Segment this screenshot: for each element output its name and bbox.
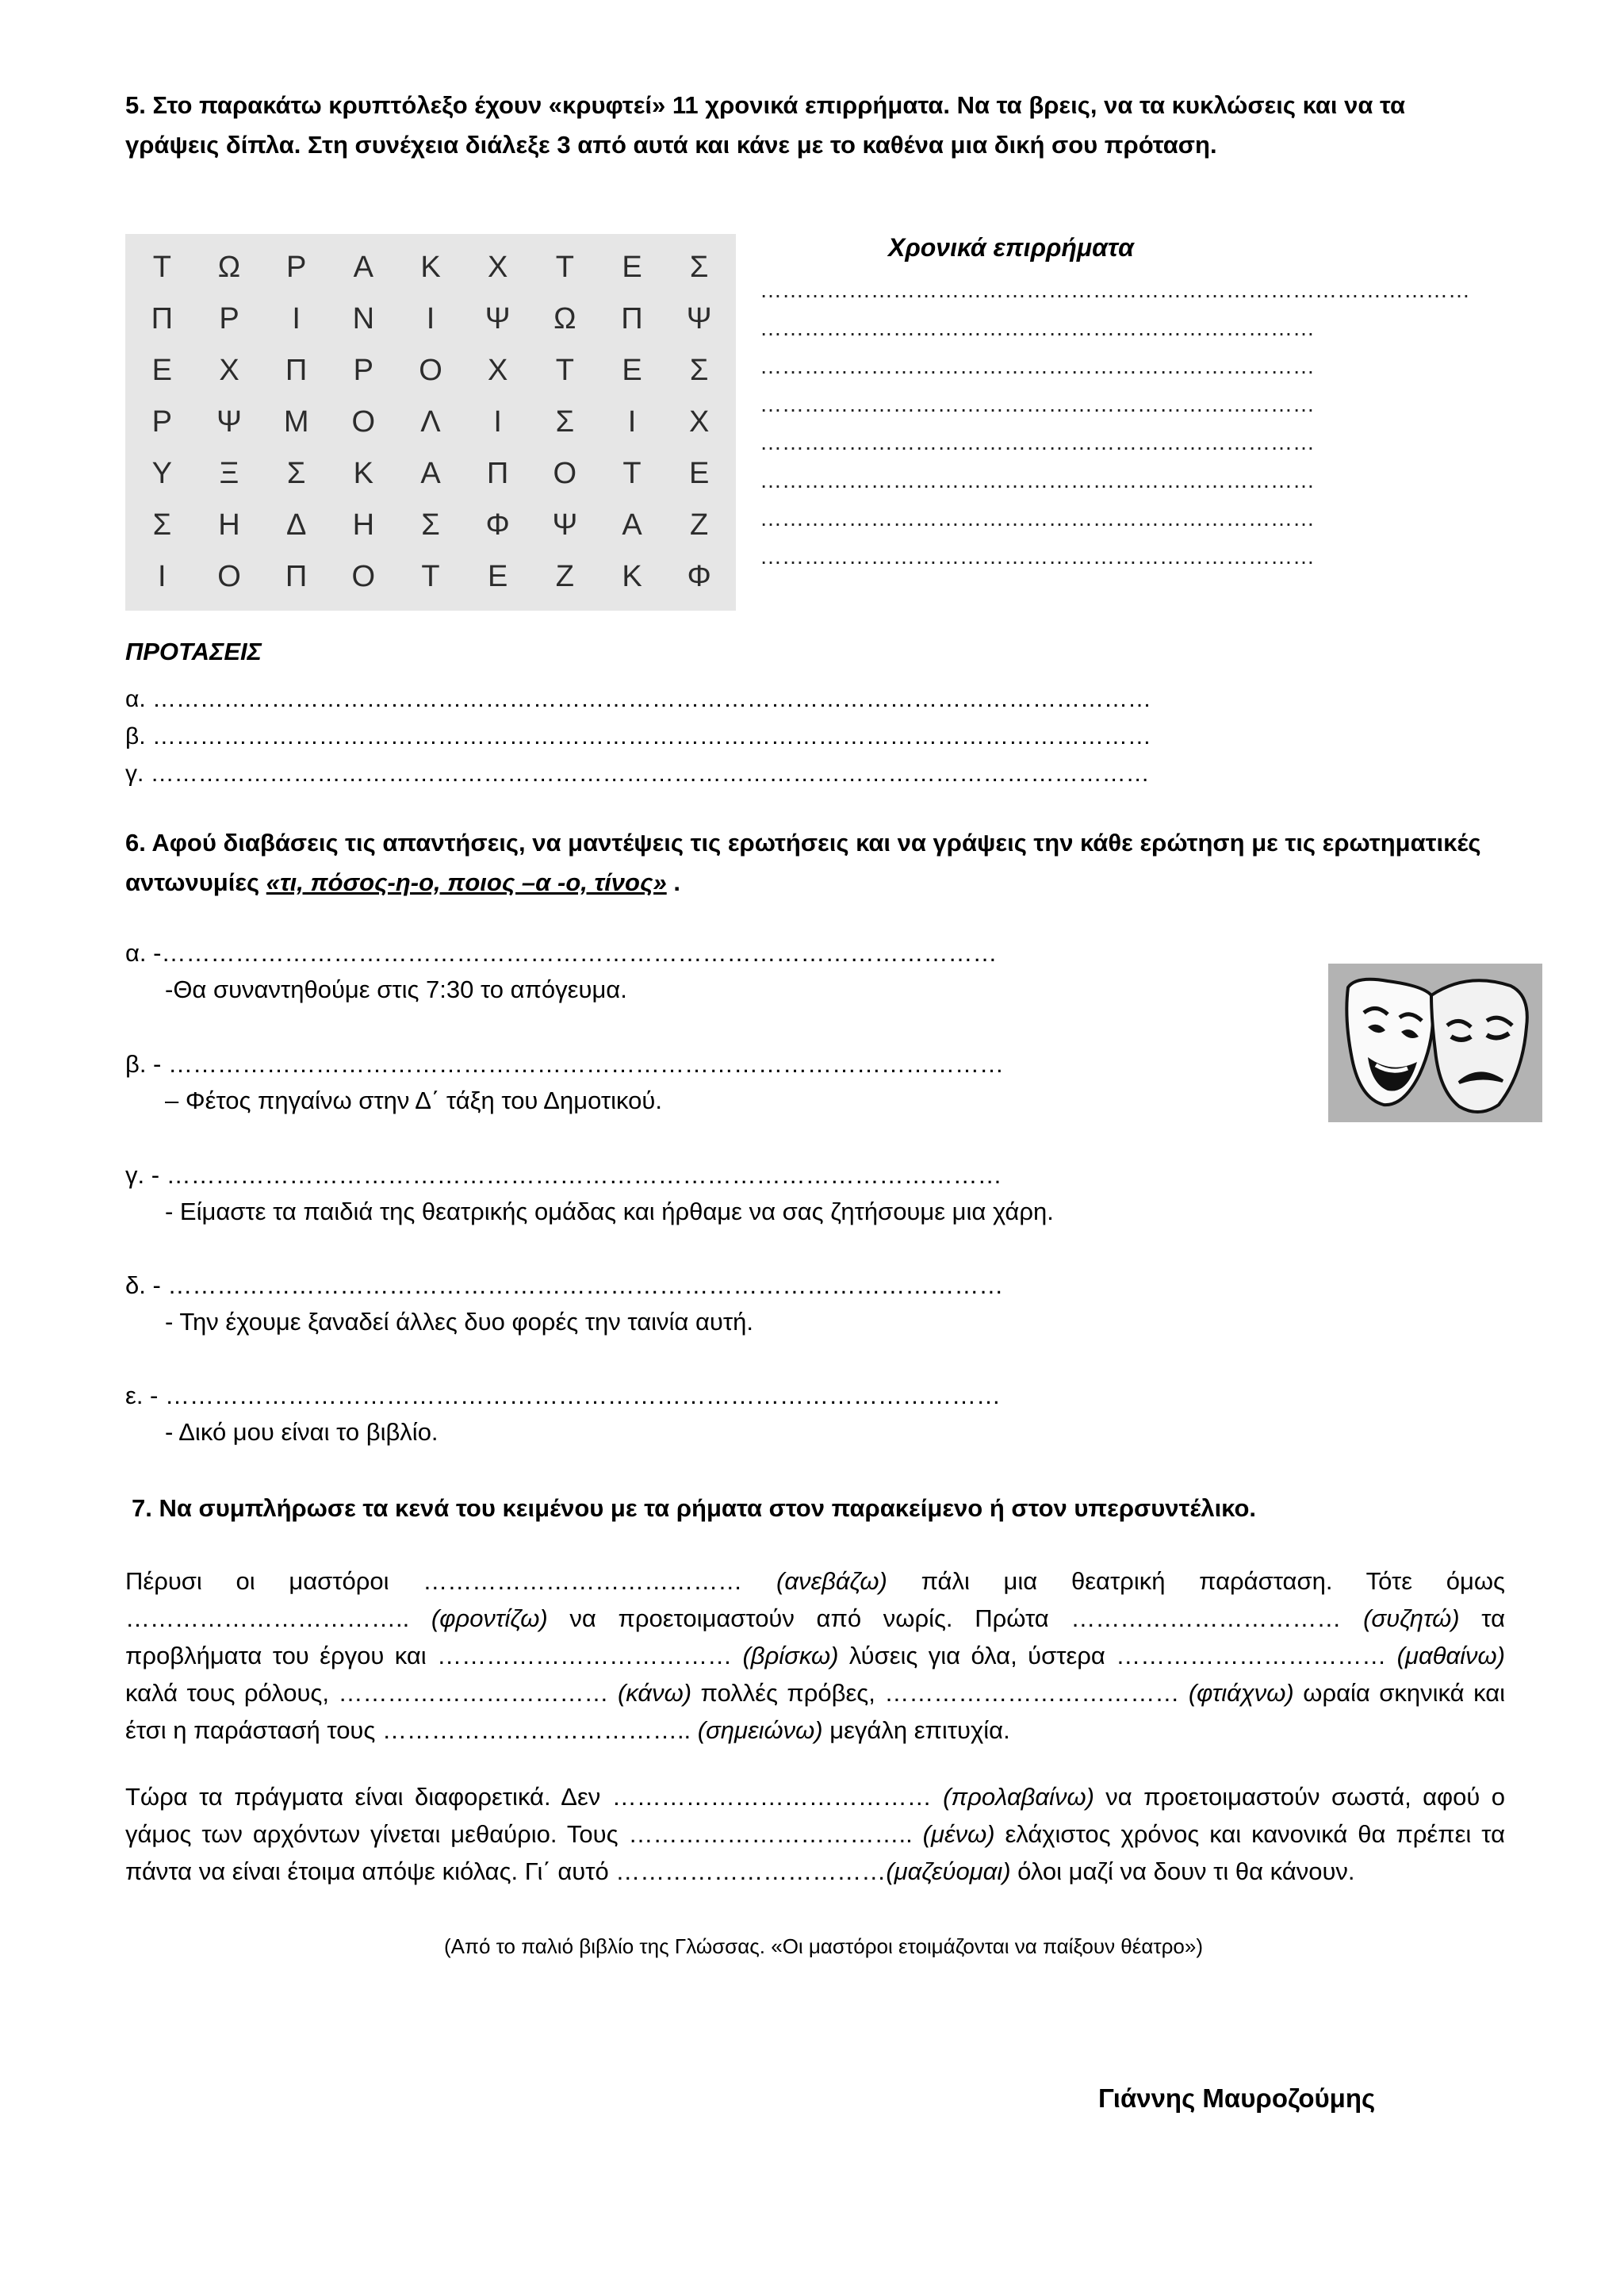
grid-letter[interactable]: Κ [420, 251, 441, 284]
paragraph-text: ελάχιστος χρόνος και κανονικά θα πρέπει τα πάντα να είναι έτοιμα απόψε κιόλας. Γι΄ αυτό …………………………… [125, 1820, 1505, 1885]
grid-letter[interactable]: Τ [555, 251, 574, 284]
paragraph-text: όλοι μαζί να δουν τι θα κάνουν. [1010, 1857, 1355, 1885]
grid-letter[interactable]: Ε [622, 354, 642, 387]
grid-letter[interactable]: Ω [217, 251, 241, 284]
grid-letter[interactable]: Μ [283, 405, 309, 439]
paragraph-text: να προετοιμαστούν σωστά, αφού ο γάμος των αρχόντων γίνεται μεθαύριο. Τους …………………………….. [125, 1783, 1505, 1848]
grid-letter[interactable]: Ζ [690, 508, 709, 542]
section6-heading-text: 6. Αφού διαβάσεις τις απαντήσεις, να μαντέψεις τις ερωτήσεις και να γράψεις την κάθε ερώτηση με τις ερωτηματικές αντωνυμίες [125, 829, 1481, 896]
grid-letter[interactable]: Α [622, 508, 642, 542]
paragraph-text: τα προβλήματα του έργου και ……………………………… [125, 1604, 1505, 1669]
section5-heading: 5. Στο παρακάτω κρυπτόλεξο έχουν «κρυφτεί» 11 χρονικά επιρρήματα. Να τα βρεις, να τα κυκλώσεις και να τα γράψεις δίπλα. Στη συνέχεια διάλεξε 3 από αυτά και κάνε με το καθένα μια δική σου πρόταση. [125, 91, 1406, 159]
word-search-grid [125, 234, 736, 611]
author-name: Γιάννης Μαυροζούμης [1098, 2083, 1376, 2113]
paragraph-text: ωραία σκηνικά και έτσι η παράστασή τους ……………………………….. [125, 1679, 1506, 1744]
verb-hint: (κάνω) [617, 1679, 692, 1707]
grid-letter[interactable]: Ι [158, 560, 167, 593]
grid-letter[interactable]: Α [353, 251, 373, 284]
verb-hint: (προλαβαίνω) [943, 1783, 1094, 1811]
grid-letter[interactable]: Ζ [555, 560, 574, 593]
grid-letter[interactable]: Δ [285, 508, 307, 542]
grid-letter[interactable]: Ε [487, 560, 508, 593]
grid-letter[interactable]: Σ [286, 457, 306, 490]
grid-letter[interactable]: Τ [555, 354, 574, 387]
answer-line[interactable]: ………………………………………………………………… [760, 316, 1315, 340]
theatre-masks-image [1328, 964, 1542, 1122]
answer-text: - Την έχουμε ξαναδεί άλλες δυο φορές την ταινία αυτή. [165, 1308, 753, 1336]
grid-letter[interactable]: Τ [421, 560, 440, 593]
paragraph-text: να προετοιμαστούν από νωρίς. Πρώτα …………………………… [547, 1604, 1364, 1632]
grid-letter[interactable]: Η [352, 508, 375, 542]
question-line[interactable]: β. - ………………………………………………………………………………………… [125, 1050, 1004, 1078]
grid-letter[interactable]: Π [285, 560, 308, 593]
question-line[interactable]: ε. - ………………………………………………………………………………………… [125, 1382, 1001, 1409]
grid-letter[interactable]: Σ [421, 508, 440, 542]
grid-letter[interactable]: Τ [152, 251, 171, 284]
section6-heading [125, 823, 1505, 903]
answer-line[interactable]: ………………………………………………………………… [760, 392, 1315, 416]
grid-letter[interactable]: Σ [555, 405, 575, 439]
grid-letter[interactable]: Ι [292, 302, 301, 335]
grid-letter[interactable]: Ρ [151, 405, 172, 439]
protaseis-title: ΠΡΟΤΑΣΕΙΣ [125, 638, 262, 665]
grid-letter[interactable]: Τ [622, 457, 642, 490]
grid-letter[interactable]: Ρ [285, 251, 307, 284]
grid-letter[interactable]: Π [151, 302, 174, 335]
answer-text: - Είμαστε τα παιδιά της θεατρικής ομάδας και ήρθαμε να σας ζητήσουμε μια χάρη. [165, 1198, 1054, 1225]
grid-letter[interactable]: Ν [352, 302, 375, 335]
grid-letter[interactable]: Ο [217, 560, 241, 593]
grid-letter[interactable]: Ι [493, 405, 502, 439]
paragraph-text: Πέρυσι οι μαστόροι ………………………………… [125, 1567, 777, 1595]
grid-letter[interactable]: Η [218, 508, 240, 542]
section7-heading: 7. Να συμπλήρωσε τα κενά του κειμένου με τα ρήματα στον παρακείμενο ή στον υπερσυντέλικο. [132, 1494, 1256, 1522]
paragraph-text: Τώρα τα πράγματα είναι διαφορετικά. Δεν ………………………………… [125, 1783, 944, 1811]
grid-letter[interactable]: Χ [688, 405, 710, 439]
verb-hint: (συζητώ) [1363, 1604, 1460, 1632]
verb-hint: (φροντίζω) [431, 1604, 548, 1632]
grid-letter[interactable]: Ο [553, 457, 577, 490]
theatre-masks-icon [1328, 964, 1542, 1122]
verb-hint: (σημειώνω) [697, 1716, 823, 1744]
grid-letter[interactable]: Ρ [353, 354, 373, 387]
grid-letter[interactable]: Ο [419, 354, 442, 387]
grid-letter[interactable]: Α [420, 457, 441, 490]
answer-line[interactable]: ………………………………………………………………… [760, 544, 1315, 569]
grid-letter[interactable]: Ξ [219, 457, 239, 490]
verb-hint: (βρίσκω) [742, 1642, 839, 1669]
grid-letter[interactable]: Ω [553, 302, 576, 335]
grid-letter[interactable]: Σ [689, 251, 709, 284]
verb-hint: (ανεβάζω) [776, 1567, 887, 1595]
grid-letter[interactable]: Ψ [552, 508, 578, 542]
verb-hint: (μαθαίνω) [1396, 1642, 1505, 1669]
grid-letter[interactable]: Ψ [686, 302, 712, 335]
grid-letter[interactable]: Φ [687, 560, 711, 593]
grid-letter[interactable]: Λ [420, 405, 441, 439]
grid-letter[interactable]: Ρ [219, 302, 239, 335]
pronouns-list: «τι, πόσος-η-ο, ποιος –α -ο, τίνος» [266, 868, 667, 896]
grid-letter[interactable]: Κ [353, 457, 373, 490]
section6-heading-end: . [666, 868, 680, 896]
grid-letter[interactable]: Π [621, 302, 643, 335]
sentence-line[interactable]: β. ……………………………………………………………………………………………………………… [125, 723, 1151, 749]
answer-text: - Δικό μου είναι το βιβλίο. [165, 1418, 439, 1446]
paragraph-text: πολλές πρόβες, ……………………………… [691, 1679, 1189, 1707]
grid-letter[interactable]: Π [486, 457, 509, 490]
answer-line[interactable]: …………………………………………………………………………………… [760, 278, 1470, 302]
question-line[interactable]: α. -………………………………………………………………………………………… [125, 939, 998, 967]
grid-letter[interactable]: Χ [487, 354, 508, 387]
answer-line[interactable]: ………………………………………………………………… [760, 354, 1315, 378]
paragraph-2 [125, 1778, 1505, 1890]
answer-line[interactable]: ………………………………………………………………… [760, 430, 1315, 454]
grid-letter[interactable]: Ε [622, 251, 642, 284]
answer-line[interactable]: ………………………………………………………………… [760, 506, 1315, 531]
paragraph-text: πάλι μια θεατρική παράσταση. Τότε όμως …………………………….. [125, 1567, 1505, 1632]
grid-letter[interactable]: Κ [622, 560, 642, 593]
grid-letter[interactable]: Φ [485, 508, 510, 542]
verb-hint: (μένω) [922, 1820, 995, 1848]
verb-hint: (μαζεύομαι) [886, 1857, 1011, 1885]
grid-letter[interactable]: Υ [151, 457, 172, 490]
source-note: (Από το παλιό βιβλίο της Γλώσσας. «Οι μαστόροι ετοιμάζονται να παίξουν θέατρο») [444, 1934, 1204, 1958]
question-line[interactable]: γ. - ………………………………………………………………………………………… [125, 1161, 1002, 1189]
grid-letter[interactable]: Χ [487, 251, 508, 284]
answer-text: -Θα συναντηθούμε στις 7:30 το απόγευμα. [165, 976, 627, 1003]
grid-letter[interactable]: Σ [152, 508, 172, 542]
paragraph-text: καλά τους ρόλους, …………………………… [125, 1679, 618, 1707]
grid-letter[interactable]: Ο [351, 560, 376, 593]
paragraph-text: μεγάλη επιτυχία. [822, 1716, 1010, 1744]
grid-letter[interactable]: Π [285, 354, 308, 387]
verb-hint: (φτιάχνω) [1188, 1679, 1294, 1707]
grid-letter[interactable]: Ψ [216, 405, 242, 439]
question-line[interactable]: δ. - ………………………………………………………………………………………… [125, 1271, 1004, 1299]
paragraph-1 [125, 1562, 1505, 1749]
grid-letter[interactable]: Σ [689, 354, 709, 387]
grid-letter[interactable]: Χ [219, 354, 239, 387]
grid-letter[interactable]: Ε [151, 354, 172, 387]
grid-letter[interactable]: Ι [627, 405, 637, 439]
grid-letter[interactable]: Ο [351, 405, 376, 439]
answer-line[interactable]: ………………………………………………………………… [760, 468, 1315, 493]
paragraph-text: λύσεις για όλα, ύστερα …………………………… [838, 1642, 1397, 1669]
grid-letter[interactable]: Ψ [485, 302, 511, 335]
chronika-title: Χρονικά επιρρήματα [888, 233, 1134, 262]
sentence-line[interactable]: α. ……………………………………………………………………………………………………………… [125, 686, 1152, 712]
sentence-line[interactable]: γ. ……………………………………………………………………………………………………………… [125, 761, 1150, 787]
grid-letter[interactable]: Ι [426, 302, 435, 335]
answer-text: – Φέτος πηγαίνω στην Δ΄ τάξη του Δημοτικού. [165, 1087, 662, 1114]
grid-letter[interactable]: Ε [688, 457, 710, 490]
